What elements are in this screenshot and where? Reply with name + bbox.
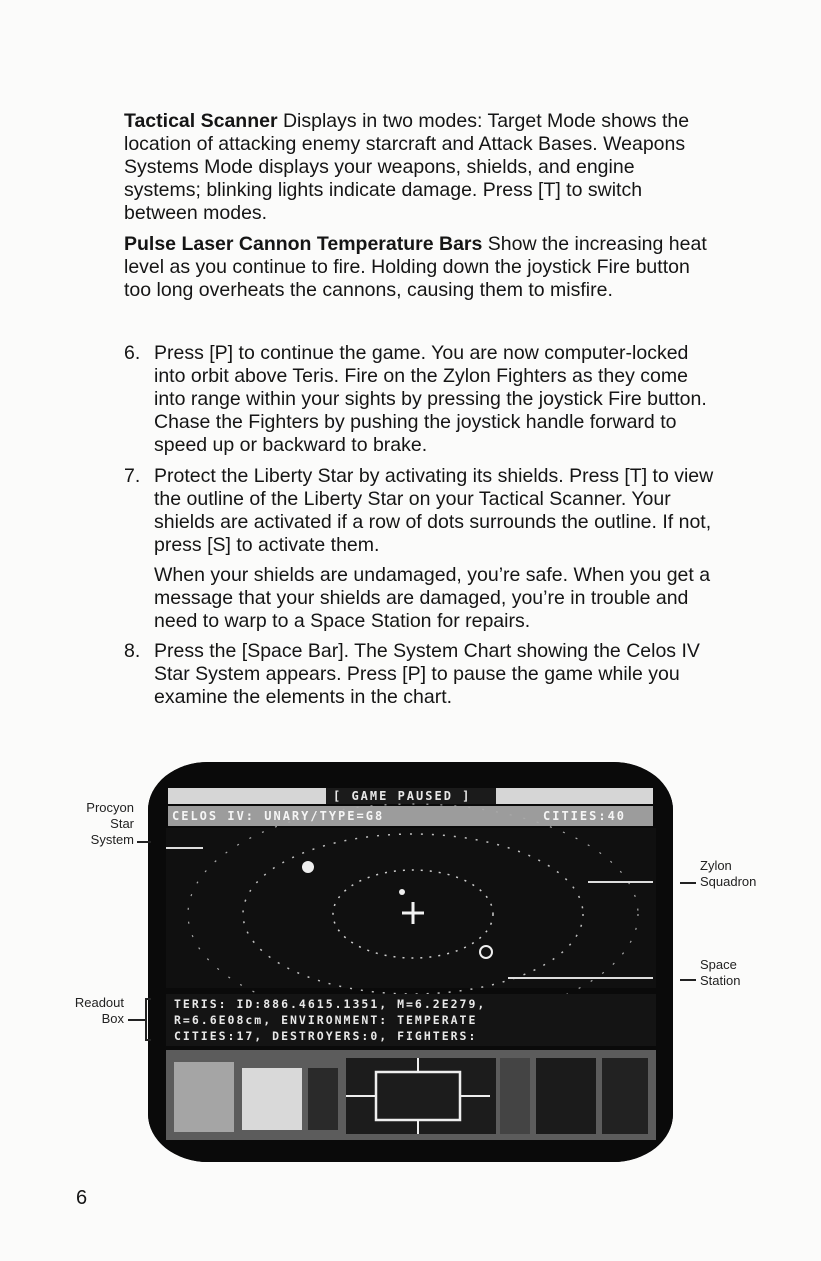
procyon-label-line: Procyon [86, 800, 134, 815]
station-leader-line [680, 979, 696, 981]
readout-line-2: R=6.6E08cm, ENVIRONMENT: TEMPERATE [174, 1013, 478, 1027]
step-8 [124, 640, 716, 709]
game-paused-banner: [ GAME PAUSED ] [333, 789, 472, 803]
step-number: 7. [124, 465, 141, 487]
procyon-label [80, 800, 134, 848]
zylon-leader-line [680, 882, 696, 884]
zylon-label-line: Squadron [700, 874, 757, 889]
step-7-note: When your shields are undamaged, you’re safe. When you get a message that your shields are damaged, you’re in trouble and need to warp to a Space Station for repairs. [154, 564, 711, 632]
page-number: 6 [76, 1187, 88, 1209]
chart-header-left: CELOS IV: UNARY/TYPE=G8 [172, 809, 385, 823]
step-7 [124, 465, 716, 557]
step-text: Press [P] to continue the game. You are now computer-locked into orbit above Teris. Fire on the Zylon Fighters as they come into range within your sights by pressing the joystick Fire button. Chase the Fighters by pushing the joystick handle forward to speed up or backward to brake. [154, 342, 707, 456]
chart-header-right: CITIES:40 [543, 809, 627, 823]
readout-bracket [145, 998, 147, 1040]
procyon-label-line: System [90, 832, 134, 847]
step-number: 6. [124, 342, 141, 364]
step-6 [124, 342, 716, 457]
station-label-line: Station [700, 973, 741, 988]
readout-label-line: Box [101, 1011, 124, 1026]
station-label-line: Space [700, 957, 737, 972]
tactical-scanner-paragraph [124, 110, 716, 225]
pulse-laser-text: Show the increasing heat level as you continue to fire. Holding down the joystick Fire button too long overheats the cannons, causing them to misfire. [124, 233, 707, 301]
readout-bracket-bottom [145, 1039, 151, 1041]
zylon-label [700, 858, 756, 890]
readout-label [66, 995, 124, 1027]
pulse-laser-term: Pulse Laser Cannon Temperature Bars [124, 233, 483, 255]
station-label [700, 957, 740, 989]
step-text: Press the [Space Bar]. The System Chart showing the Celos IV Star System appears. Press [P] to pause the game while you examine the elements in the chart. [154, 640, 700, 708]
pulse-laser-paragraph [124, 233, 716, 302]
readout-label-line: Readout [74, 995, 124, 1010]
procyon-label-line: Star [110, 816, 134, 831]
readout-bracket-top [145, 998, 151, 1000]
step-number: 8. [124, 640, 141, 662]
zylon-label-line: Zylon [700, 858, 732, 873]
system-chart-screenshot [148, 762, 673, 1162]
crt-frame [148, 762, 673, 1162]
readout-line-1: TERIS: ID:886.4615.1351, M=6.2E279, [174, 997, 487, 1011]
readout-line-3: CITIES:17, DESTROYERS:0, FIGHTERS: [174, 1029, 478, 1043]
tactical-scanner-term: Tactical Scanner [124, 110, 278, 132]
procyon-leader-line [137, 841, 151, 843]
tactical-scanner-text: Displays in two modes: Target Mode shows the location of attacking enemy starcraft and Attack Bases. Weapons Systems Mode displays your weapons, shields, and engine systems; blinking lights indicate damage. Press [T] to switch between modes. [124, 110, 690, 224]
readout-leader-line [128, 1019, 145, 1021]
step-text: Protect the Liberty Star by activating its shields. Press [T] to view the outline of the Liberty Star on your Tactical Scanner. Your shields are activated if a row of dots surrounds the outline. If not, press [S] to activate them. [154, 465, 714, 556]
